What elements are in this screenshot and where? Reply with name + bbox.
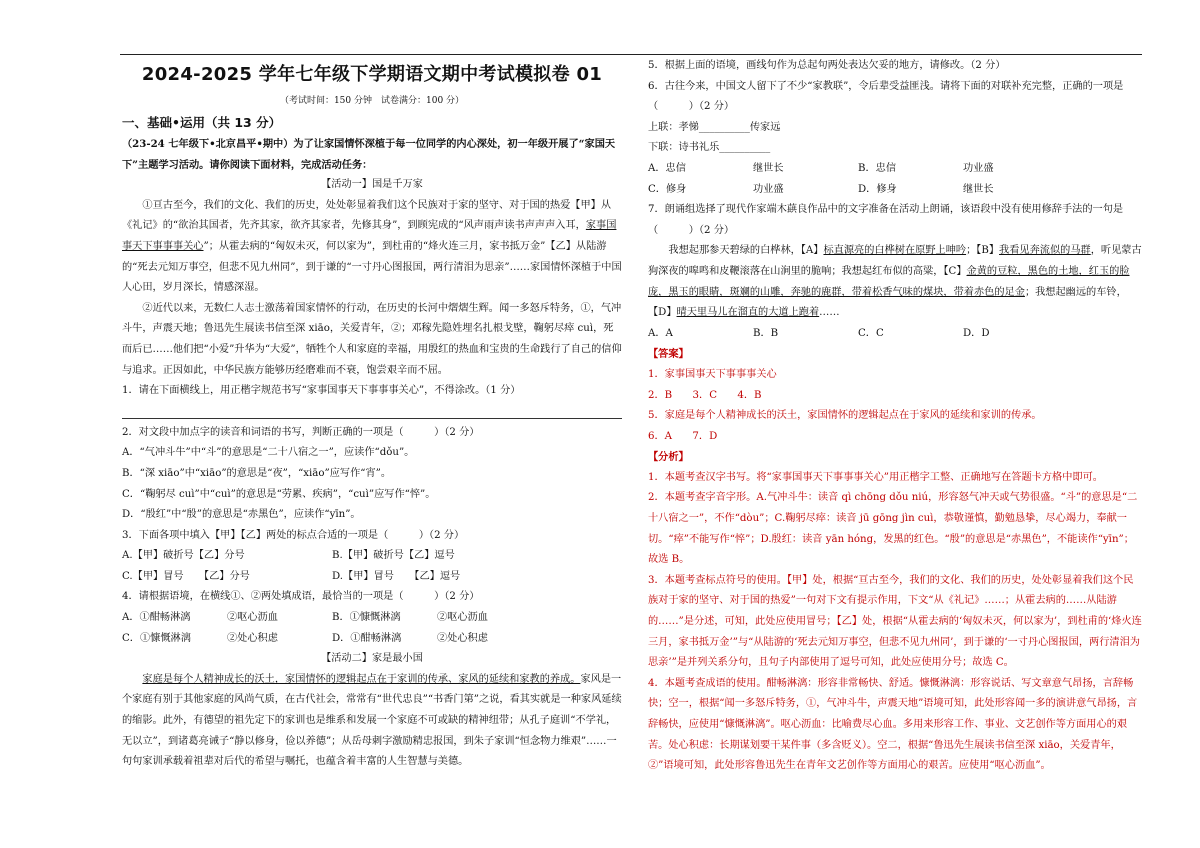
q6-options-row-2: C．修身 功业盛 D．修身 继世长 — [648, 183, 994, 195]
couplet-upper: 上联：孝悌__________传家远 — [648, 121, 781, 133]
q3-options-row-1 — [122, 546, 622, 567]
intro-text: （23-24 七年级下•北京昌平•期中）为了让家国情怀深植于每一位同学的内心深处，初一年级开展了“家国天下”主题学习活动。请你阅读下面材料，完成活动任务： — [122, 138, 616, 171]
analysis-1: 1．本题考查汉字书写。将“家事国事天下事事事关心”用正楷字工整、正确地写在答题卡方格中即可。 — [648, 471, 1103, 483]
q2-option-d: D．“殷红”中“殷”的意思是“赤黑色”，应读作“yīn”。 — [122, 509, 361, 521]
answer-1: 1．家事国事天下事事事关心 — [648, 368, 777, 380]
q3-option-c: C.【甲】冒号 【乙】分号 — [122, 570, 250, 582]
answer-2-4: 2．B 3．C 4．B — [648, 389, 762, 401]
answer-blank-line — [122, 402, 622, 419]
paragraph-three: 家庭是每个人精神成长的沃土，家国情怀的逻辑起点在于家训的传承、家风的延续和家教的养成。家风是一个家庭有别于其他家庭的风尚气质，在古代社会，常常有“世代忠良”“书香门第”之说，看其实就是一种家风延续的缩影。此外，有德望的祖先定下的家训也是维系和发展一个家庭不可或缺的精神纽带；从孔子庭训“不学礼，无以立”，到诸葛亮诫子“静以修身，俭以养德”；从岳母刺字激励精忠报国，到朱子家训“恒念物力维艰”……一句句家训承载着祖辈对后代的希望与嘱托，也蕴含着丰富的人生智慧与美德。 — [122, 673, 622, 768]
top-rule — [120, 54, 1142, 55]
question-4: 4．请根据语境，在横线①、②两处填成语，最恰当的一项是（ ）（2 分） — [122, 591, 480, 603]
q7-passage: 我想起那参天碧绿的白桦林，【A】标直源亮的白桦树在原野上呻吟；【B】我看见奔流似的马群，听见蒙古狗深夜的嗥鸣和皮鞭滚落在山涧里的脆响；我想起红布似的高粱，【C】金黄的豆粒，黑色的土地，红玉的脸庞，黑玉的眼睛，斑斓的山雕，奔驰的鹿群，带着松香气味的煤块，带着赤色的足金；我想起幽远的车铃，【D】晴天里马儿在溜直的大道上跑着…… — [648, 245, 1142, 319]
q7-options: A．A B．B C．C D．D — [648, 327, 990, 339]
q4-options-row-1: A．①酣畅淋漓 ②呕心沥血 B．①慷慨淋漓 ②呕心沥血 — [122, 612, 488, 624]
activity-one-heading: 【活动一】国是千万家 — [321, 179, 423, 191]
underlined-phrase: 家事国事天下事事事关心 — [122, 220, 617, 252]
analysis-2: 2．本题考查字音字形。A.气冲斗牛：读音 qì chōng dǒu niú，形容怒气冲天或气势很盛。“斗”的意思是“二十八宿之一”，不作“dòu”；C.鞠躬尽瘁：读音 jū gōng jìn cuì，恭敬谨慎，勤勉恳挚，尽心竭力，奉献一切。“瘁”不能写作“悴”；D.殷红：读音 yān hóng，发黑的红色。“殷”的意思是“赤黑色”，不能读作“yīn”；故选 B。 — [648, 492, 1138, 566]
question-6: 6．古往今来，中国文人留下了不少“家教联”，令后辈受益匪浅。请将下面的对联补充完整，正确的一项是（ ）（2 分） — [648, 80, 1124, 113]
question-3: 3．下面各项中填入【甲】【乙】两处的标点合适的一项是（ ）（2 分） — [122, 529, 465, 541]
activity-two-heading: 【活动二】家是最小国 — [321, 653, 423, 665]
q3-option-a: A.【甲】破折号【乙】分号 — [122, 550, 245, 562]
paragraph-two: ②近代以来，无数仁人志士激荡着国家情怀的行动，在历史的长河中熠熠生辉。闻一多怒斥特务，①，气冲斗牛，声震天地；鲁迅先生展读书信至深 xiāo，关爱青年，②；邓稼先隐姓埋名扎根戈壁，鞠躬尽瘁 cuì，死而后已……他们把“小爱”升华为“大爱”，牺牲个人和家庭的幸福，用殷红的热血和宝贵的生命践行了自己的信仰与追求。正因如此，中华民族方能够历经磨难而不衰，饱尝艰辛而不屈。 — [122, 302, 622, 376]
answer-5: 5．家庭是每个人精神成长的沃土，家国情怀的逻辑起点在于家风的延续和家训的传承。 — [648, 410, 1042, 422]
analysis-4: 4．本题考查成语的使用。酣畅淋漓：形容非常畅快、舒适。慷慨淋漓：形容说话、写文章意气昂扬，言辞畅快；空一，根据“闻一多怒斥特务，①，气冲斗牛，声震天地”语境可知，此处形容闻一多的演讲意气昂扬，言辞畅快，应使用“慷慨淋漓”。呕心沥血：比喻费尽心血。多用来形容工作、事业、文艺创作等方面用心的艰苦。处心积虑：长期谋划要干某件事（多含贬义）。空二，根据“鲁迅先生展读书信至深 xiāo，关爱青年，②”语境可知，此处形容鲁迅先生在青年文艺创作等方面用心的艰苦。应使用“呕心沥血”。 — [648, 677, 1138, 772]
couplet-lower: 下联：诗书礼乐__________ — [648, 142, 771, 154]
answer-6-7: 6．A 7．D — [648, 430, 718, 442]
q2-option-c: C．“鞠躬尽 cuì”中“cuì”的意思是“劳累、疾病”，“cuì”应写作“悴”。 — [122, 488, 436, 500]
question-7: 7．朗诵组选择了现代作家端木蕻良作品中的文字准备在活动上朗诵，该语段中没有使用修辞手法的一句是（ ）（2 分） — [648, 204, 1124, 236]
underlined-sentence: 家庭是每个人精神成长的沃土，家国情怀的逻辑起点在于家训的传承、家风的延续和家教的养成。 — [142, 673, 581, 685]
section-heading: 一、基础•运用（共 13 分） — [122, 115, 282, 130]
q3-options-row-2 — [122, 567, 622, 588]
question-1: 1．请在下面横线上，用正楷字规范书写“家事国事天下事事事关心”，不得涂改。（1 分） — [122, 385, 521, 397]
question-5: 5．根据上面的语境，画线句作为总起句两处表达欠妥的地方，请修改。（2 分） — [648, 60, 1006, 71]
answer-heading: 【答案】 — [648, 348, 689, 361]
analysis-heading: 【分析】 — [648, 451, 689, 464]
q2-option-b: B．“深 xiāo”中“xiāo”的意思是“夜”，“xiāo”应写作“宵”。 — [122, 467, 392, 479]
analysis-3: 3．本题考查标点符号的使用。【甲】处，根据“亘古至今，我们的文化、我们的历史，处处彰显着我们这个民族对于家的坚守、对于国的热爱”一句对下文有提示作用，下文“从《礼记》……；从霍去病的……从陆游的……”是分述，可知，此处应使用冒号；【乙】处，根据“从霍去病的‘匈奴未灭，何以家为’，到杜甫的‘烽火连三月，家书抵万金’”与“从陆游的‘死去元知万事空，但悲不见九州同’，到于谦的‘一寸丹心图报国，两行清泪为思亲’”是并列关系分句，且句子内部使用了逗号可知，此处应使用分号；故选 C。 — [648, 574, 1142, 669]
left-column — [122, 56, 622, 773]
q6-options-row-1: A．忠信 继世长 B．忠信 功业盛 — [648, 162, 994, 174]
right-column — [648, 56, 1142, 777]
page-title: 2024-2025 学年七年级下学期语文期中考试模拟卷 01 — [141, 64, 603, 85]
question-2: 2．对文段中加点字的读音和词语的书写，判断正确的一项是（ ）（2 分） — [122, 426, 480, 438]
q3-option-b: B.【甲】破折号【乙】逗号 — [332, 550, 455, 562]
q4-options-row-2: C．①慷慨淋漓 ②处心积虑 D．①酣畅淋漓 ②处心积虑 — [122, 632, 488, 644]
q3-option-d: D.【甲】冒号 【乙】逗号 — [332, 570, 461, 582]
page-subtitle: （考试时间：150 分钟 试卷满分：100 分） — [279, 96, 465, 106]
q2-option-a: A．“气冲斗牛”中“斗”的意思是“二十八宿之一”，应读作“dǒu”。 — [122, 447, 415, 459]
paragraph-one: ①亘古至今，我们的文化、我们的历史，处处彰显着我们这个民族对于家的坚守、对于国的热爱【甲】从《礼记》的“欲治其国者，先齐其家，欲齐其家者，先修其身”，到顾宪成的“风声雨声读书声声声入耳，家事国事天下事事事关心”；从霍去病的“匈奴未灭，何以家为”，到杜甫的“烽火连三月，家书抵万金”【乙】从陆游的“死去元知万事空，但悲不见九州同”，到于谦的“一寸丹心图报国，两行清泪为思亲”……家国情怀深植于中国人心田，岁月深长，情感深湿。 — [122, 199, 622, 294]
